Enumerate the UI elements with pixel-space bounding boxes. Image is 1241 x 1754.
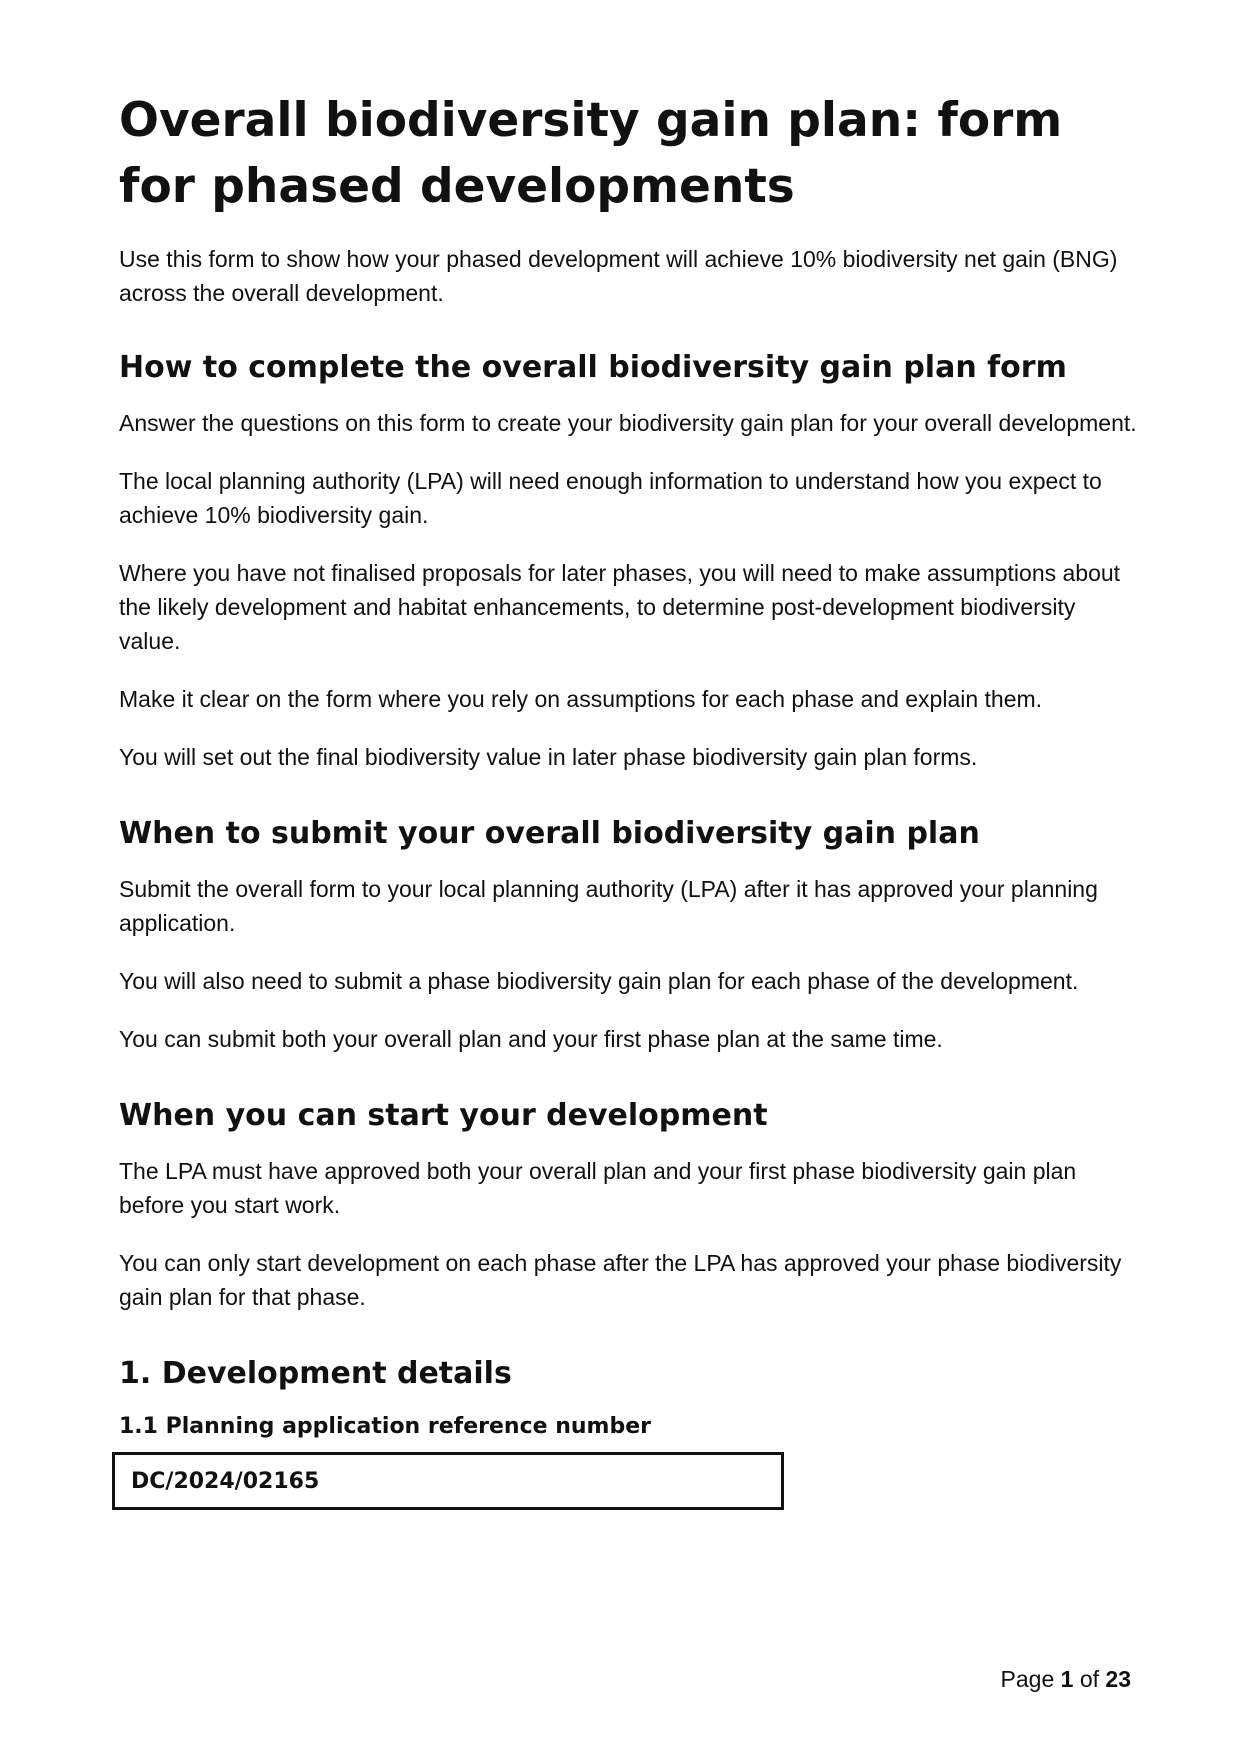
paragraph: You can submit both your overall plan and your first phase plan at the same time. <box>119 1026 943 1052</box>
paragraph: Answer the questions on this form to create your biodiversity gain plan for your overall development. <box>119 410 1137 436</box>
document-page <box>119 88 1139 1510</box>
section-heading: 1. Development details <box>119 1356 512 1391</box>
intro-paragraph: Use this form to show how your phased development will achieve 10% biodiversity net gain (BNG) across the overall development. <box>119 246 1118 306</box>
paragraph: Where you have not finalised proposals for later phases, you will need to make assumptions about the likely development and habitat enhancements, to determine post-development biodiversity value. <box>119 560 1121 654</box>
paragraph: You can only start development on each phase after the LPA has approved your phase biodiversity gain plan for that phase. <box>119 1250 1122 1310</box>
paragraph: Make it clear on the form where you rely on assumptions for each phase and explain them. <box>119 686 1043 712</box>
page-footer <box>1001 1664 1131 1694</box>
planning-reference-field[interactable]: DC/2024/02165 <box>112 1452 784 1510</box>
page-title: Overall biodiversity gain plan: form for phased developments <box>119 93 1063 214</box>
page-total: 23 <box>1105 1666 1131 1692</box>
section-heading: When to submit your overall biodiversity gain plan <box>119 816 980 851</box>
question-label: 1.1 Planning application reference number <box>119 1414 651 1439</box>
section-heading: How to complete the overall biodiversity gain plan form <box>119 350 1067 385</box>
page-label: Page <box>1000 1666 1055 1692</box>
paragraph: You will set out the final biodiversity value in later phase biodiversity gain plan forms. <box>119 744 978 770</box>
section-heading: When you can start your development <box>119 1098 768 1133</box>
section-development-details <box>119 1354 1139 1510</box>
of-label: of <box>1079 1666 1100 1692</box>
paragraph: Submit the overall form to your local planning authority (LPA) after it has approved your planning application. <box>119 876 1098 936</box>
page-current: 1 <box>1060 1666 1074 1692</box>
section-when-to-submit <box>119 814 1139 1056</box>
paragraph: You will also need to submit a phase biodiversity gain plan for each phase of the development. <box>119 968 1079 994</box>
section-when-to-start <box>119 1096 1139 1314</box>
paragraph: The local planning authority (LPA) will need enough information to understand how you expect to achieve 10% biodiversity gain. <box>119 468 1102 528</box>
section-how-to-complete <box>119 348 1139 774</box>
paragraph: The LPA must have approved both your overall plan and your first phase biodiversity gain plan before you start work. <box>119 1158 1077 1218</box>
